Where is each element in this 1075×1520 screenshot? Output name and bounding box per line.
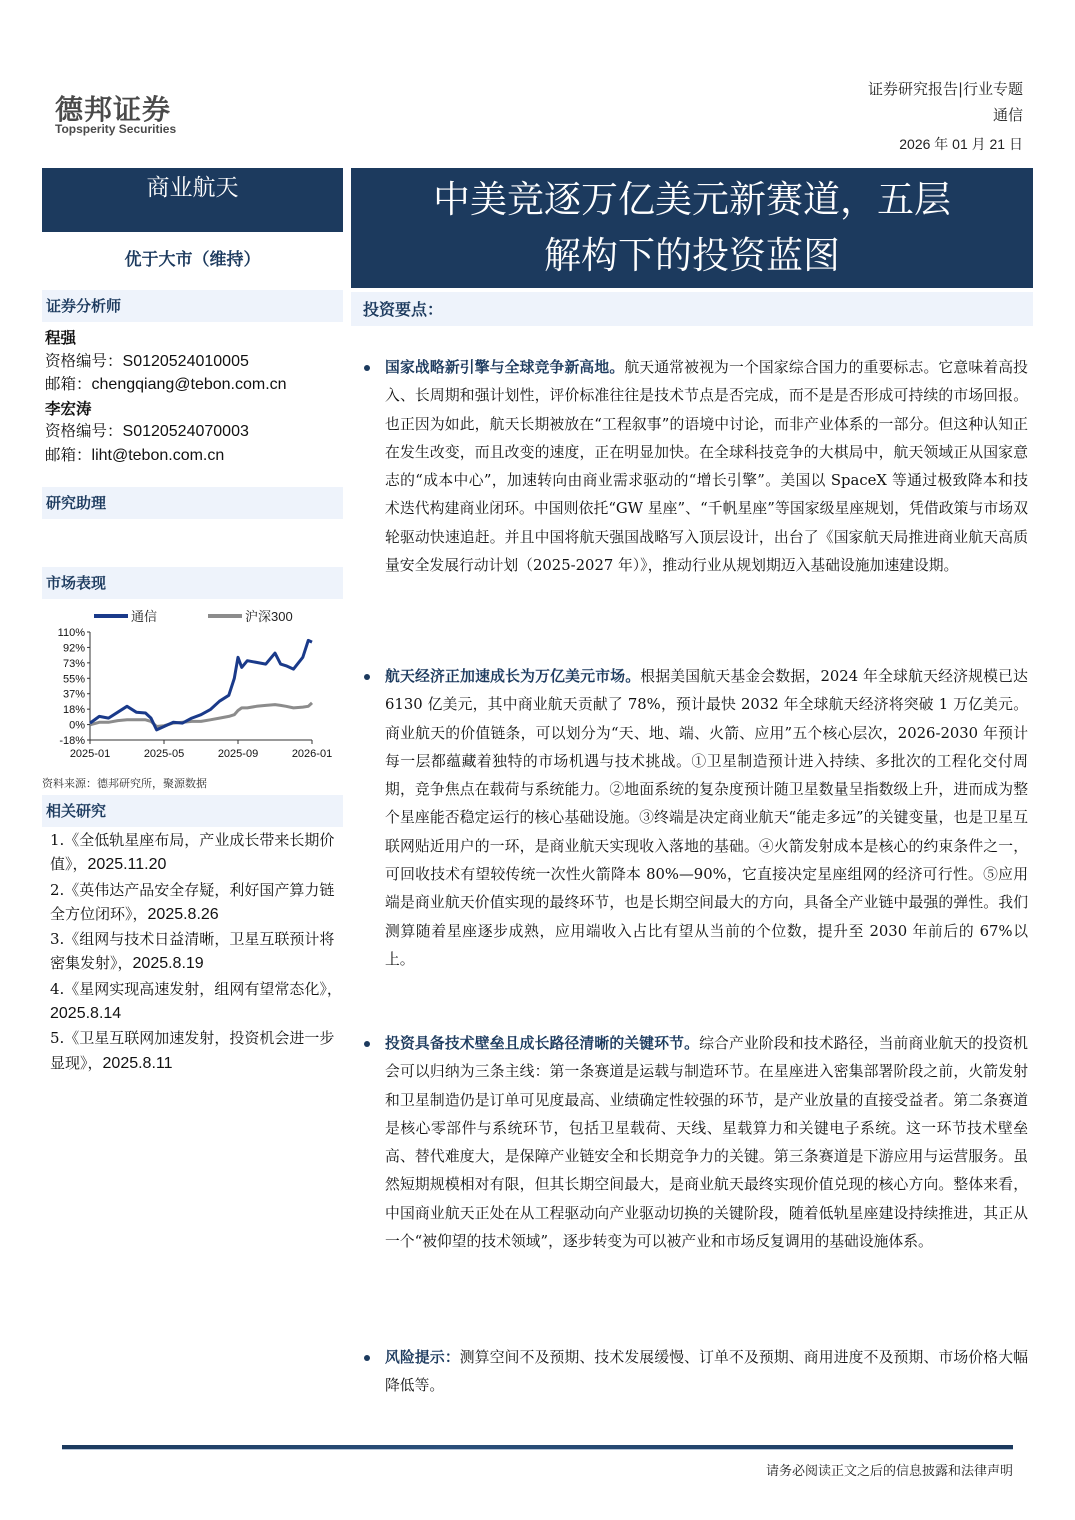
title-line-1: 中美竞逐万亿美元新赛道，五层 <box>433 178 951 221</box>
legend-label-telecom: 通信 <box>131 609 158 624</box>
point-lead: 航天经济正加速成长为万亿美元市场。 <box>385 668 641 685</box>
related-title: 1.《全低轨星座布局，产业成长带来长期价值》， <box>50 831 335 874</box>
x-axis <box>70 740 332 760</box>
analysts-heading: 证券分析师 <box>42 290 343 322</box>
footer-disclaimer[interactable]: 请务必阅读正文之后的信息披露和法律声明 <box>765 1464 1013 1479</box>
point-lead: 国家战略新引擎与全球竞争新高地。 <box>385 359 625 376</box>
series-line-telecom <box>90 640 312 730</box>
legend-label-hs300: 沪深300 <box>245 609 293 624</box>
analyst-name: 程强 <box>45 328 77 347</box>
analyst-cert <box>45 420 345 444</box>
key-point-3 <box>362 1030 1028 1256</box>
cert-number: S0120524070003 <box>122 423 249 440</box>
analyst-list <box>45 326 345 467</box>
analyst-cert <box>45 350 345 374</box>
y-axis <box>58 627 90 747</box>
related-item[interactable] <box>50 977 345 1027</box>
x-tick-label: 2025-01 <box>69 748 111 760</box>
point-text: 测算空间不及预期、技术发展缓慢、订单不及预期、商用进度不及预期、市场价格大幅降低等。 <box>385 1349 1028 1395</box>
cert-label: 资格编号： <box>45 351 123 370</box>
email-label: 邮箱： <box>45 445 92 464</box>
rating-label: 优于大市（维持） <box>124 250 261 270</box>
related-title: 4.《星网实现高速发射，组网有望常态化》， <box>50 979 342 998</box>
industry-label: 通信 <box>992 106 1023 124</box>
key-point-2 <box>362 663 1028 974</box>
email-link[interactable]: liht@tebon.com.cn <box>91 446 225 464</box>
point-text: 航天通常被视为一个国家综合国力的重要标志。它意味着高投入、长周期和强计划性，评价标准往往是技术节点是否完成，而不是是否形成可持续的市场回报。也正因为如此，航天长期被放在“工程叙事”的语境中讨论，而非产业体系的一部分。但这种认知正在发生改变，而且改变的速度，正在明显加快。在全球科技竞争的大棋局中，航天领域正从国家意志的“成本中心”，加速转向由商业需求驱动的“增长引擎”。美国以 SpaceX 等通过极致降本和技术迭代构建商业闭环。中国则依托“GW 星座”、“千帆星座”等国家级星座规划，凭借政策与市场双轮驱动快速追赶。并且中国将航天强国战略写入顶层设计，出台了《国家航天局推进商业航天高质量安全发展行动计划（2025-2027 年）》，推动行业从规划期迈入基础设施加速建设期。 <box>385 359 1028 575</box>
related-title: 5.《卫星互联网加速发射，投资机会进一步显现》， <box>50 1029 335 1072</box>
cert-label: 资格编号： <box>45 422 123 440</box>
x-tick-label: 2026-01 <box>291 748 333 760</box>
email-label: 邮箱： <box>45 375 92 393</box>
y-tick-label: 37% <box>62 688 85 701</box>
market-heading: 市场表现 <box>42 567 343 599</box>
point-lead: 风险提示： <box>385 1349 460 1366</box>
title-line-2: 解构下的投资蓝图 <box>544 234 840 277</box>
series-lines <box>90 640 312 730</box>
point-lead: 投资具备技术壁垒且成长路径清晰的关键环节。 <box>385 1035 700 1052</box>
report-date: 2026 年 01 月 21 日 <box>899 136 1023 152</box>
related-item[interactable] <box>50 878 345 928</box>
related-item[interactable] <box>50 927 345 977</box>
brand-logo-en: Topsperity Securities <box>55 122 177 136</box>
sector-label: 商业航天 <box>146 175 239 201</box>
y-tick-label: -18% <box>59 735 85 747</box>
y-tick-label: 73% <box>62 657 85 670</box>
sector-banner <box>42 168 343 232</box>
bullet-icon <box>364 674 370 680</box>
key-points-heading: 投资要点： <box>351 292 1033 326</box>
related-list <box>50 828 345 1076</box>
chart-source: 资料来源：德邦研究所，聚源数据 <box>42 777 207 790</box>
market-performance-chart <box>42 600 342 770</box>
bullet-icon <box>364 365 370 371</box>
x-tick-label: 2025-05 <box>143 748 185 760</box>
related-title: 3.《组网与技术日益清晰，卫星互联预计将密集发射》， <box>50 930 335 973</box>
related-item[interactable] <box>50 828 345 878</box>
related-date: 2025.8.26 <box>147 905 219 923</box>
key-point-1 <box>362 354 1028 580</box>
footer-divider-light <box>62 1449 1013 1450</box>
brand-logo-cn: 德邦证券 <box>55 93 172 126</box>
y-tick-label: 0% <box>69 719 85 732</box>
related-item[interactable] <box>50 1026 345 1076</box>
report-title <box>351 168 1033 288</box>
point-text: 综合产业阶段和技术路径，当前商业航天的投资机会可以归纳为三条主线：第一条赛道是运载与制造环节。在星座进入密集部署阶段之前，火箭发射和卫星制造仍是订单可见度最高、业绩确定性较强的环节，是产业放量的直接受益者。第二条赛道是核心零部件与系统环节，包括卫星载荷、天线、星载算力和关键电子系统。这一环节技术壁垒高、替代难度大，是保障产业链安全和长期竞争力的关键。第三条赛道是下游应用与运营服务。虽然短期规模相对有限，但其长期空间最大，是商业航天最终实现价值兑现的核心方向。整体来看，中国商业航天正处在从工程驱动向产业驱动切换的关键阶段，随着低轨星座建设持续推进，其正从一个“被仰望的技术领域”，逐步转变为可以被产业和市场反复调用的基础设施体系。 <box>385 1035 1028 1251</box>
analyst-name: 李宏涛 <box>45 398 92 418</box>
assistant-heading: 研究助理 <box>42 487 343 519</box>
y-tick-label: 110% <box>57 627 85 639</box>
related-title: 2.《英伟达产品安全存疑，利好国产算力链全方位闭环》， <box>50 880 335 923</box>
email-link[interactable]: chengqiang@tebon.com.cn <box>91 376 287 393</box>
analyst-email <box>45 373 345 397</box>
risk-warning <box>362 1344 1028 1401</box>
report-type: 证券研究报告|行业专题 <box>867 80 1023 98</box>
y-tick-label: 92% <box>62 642 85 655</box>
bullet-icon <box>364 1041 370 1047</box>
y-tick-label: 55% <box>62 673 85 686</box>
related-date: 2025.8.11 <box>102 1054 173 1072</box>
x-tick-label: 2025-09 <box>217 748 259 760</box>
chart-legend <box>94 609 293 624</box>
bullet-icon <box>364 1355 370 1361</box>
cert-number: S0120524010005 <box>122 352 249 370</box>
related-heading: 相关研究 <box>42 795 343 827</box>
related-date: 2025.11.20 <box>87 856 167 874</box>
analyst-email <box>45 444 345 468</box>
related-date: 2025.8.19 <box>132 955 204 973</box>
point-text: 根据美国航天基金会数据，2024 年全球航天经济规模已达 6130 亿美元，其中商业航天贡献了 78%，预计最快 2032 年全球航天经济将突破 1 万亿美元。商业航天的价值链条，可以划分为“天、地、端、火箭、应用”五个核心层次，2026-2030 年预计每一层都蕴藏着独特的市场机遇与技术挑战。①卫星制造预计进入持续、多批次的工程化交付周期，竞争焦点在载荷与系统能力。②地面系统的复杂度预计随卫星数量呈指数级上升，进而成为整个星座能否稳定运行的核心基础设施。③终端是决定商业航天“能走多远”的关键变量，也是卫星互联网贴近用户的一环，是商业航天实现收入落地的基础。④火箭发射成本是核心的约束条件之一，可回收技术有望较传统一次性火箭降本 80%—90%，它直接决定星座组网的经济可行性。⑤应用端是商业航天价值实现的最终环节，也是长期空间最大的方向，具备全产业链中最强的弹性。我们测算随着星座逐步成熟，应用端收入占比有望从当前的个位数，提升至 2030 年前后的 67%以上。 <box>385 668 1028 968</box>
related-date: 2025.8.14 <box>50 1005 122 1023</box>
y-tick-label: 18% <box>62 704 85 717</box>
